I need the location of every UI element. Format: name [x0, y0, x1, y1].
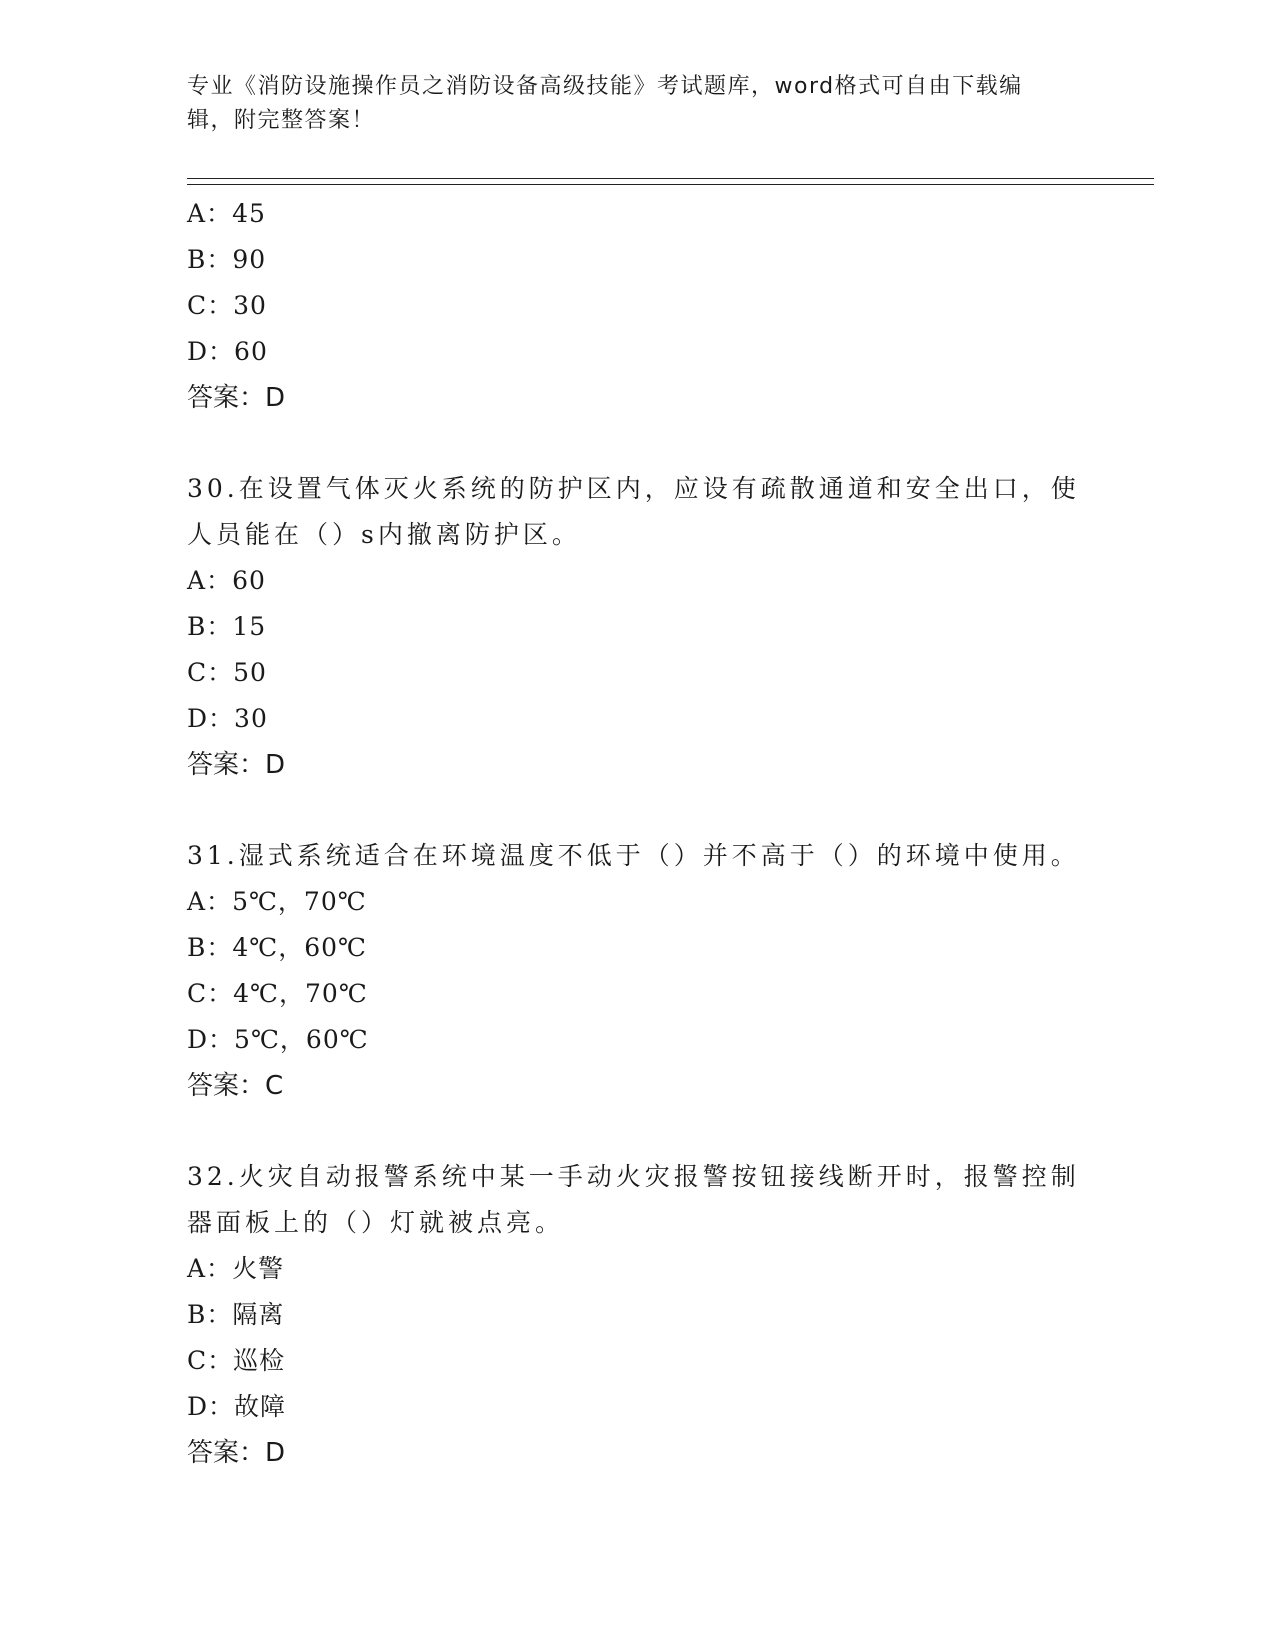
option-b: B：90 [187, 245, 267, 274]
document-page [187, 70, 1147, 138]
question-block-prev [187, 191, 1087, 421]
answer-line: 答案：D [187, 750, 286, 780]
option-a: A：火警 [187, 1254, 285, 1283]
option-c: C：4℃，70℃ [187, 979, 368, 1008]
header-divider-top [187, 178, 1154, 179]
question-text: 31.湿式系统适合在环境温度不低于（）并不高于（）的环境中使用。 [187, 841, 1080, 870]
question-list [187, 191, 1087, 1476]
answer-line: 答案：D [187, 1438, 286, 1468]
option-b: B：隔离 [187, 1300, 285, 1329]
question-block-31 [187, 833, 1087, 1109]
document-header: 专业《消防设施操作员之消防设备高级技能》考试题库，word格式可自由下载编辑，附完整答案！ [187, 74, 1023, 133]
answer-line: 答案：D [187, 383, 286, 413]
option-d: D：故障 [187, 1392, 287, 1421]
option-d: D：30 [187, 704, 268, 733]
option-c: C：30 [187, 291, 267, 320]
question-text: 32.火灾自动报警系统中某一手动火灾报警按钮接线断开时，报警控制器面板上的（）灯就被点亮。 [187, 1162, 1080, 1237]
answer-line: 答案：C [187, 1071, 284, 1101]
option-d: D：5℃，60℃ [187, 1025, 369, 1054]
option-d: D：60 [187, 337, 268, 366]
option-a: A：45 [187, 199, 266, 228]
option-c: C：50 [187, 658, 267, 687]
option-a: A：5℃，70℃ [187, 887, 367, 916]
question-text: 30.在设置气体灭火系统的防护区内，应设有疏散通道和安全出口，使人员能在（）s内撤离防护区。 [187, 474, 1080, 549]
option-c: C：巡检 [187, 1346, 286, 1375]
option-a: A：60 [187, 566, 266, 595]
question-block-30 [187, 466, 1087, 788]
header-divider-bottom [187, 184, 1154, 185]
option-b: B：4℃，60℃ [187, 933, 368, 962]
question-block-32 [187, 1154, 1087, 1476]
option-b: B：15 [187, 612, 267, 641]
